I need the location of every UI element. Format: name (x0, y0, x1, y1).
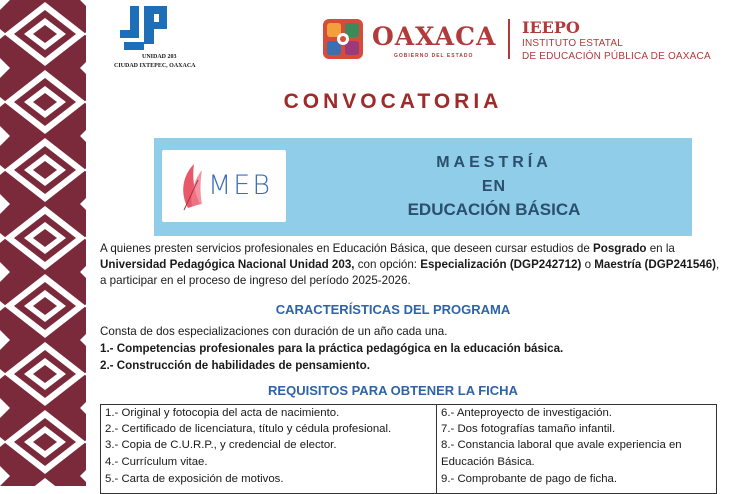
caracteristicas-description: Consta de dos especializaciones con duración de un año cada una. (100, 325, 448, 338)
requisito-item: 5.- Carta de exposición de motivos. (105, 473, 284, 485)
requisitos-heading: REQUISITOS PARA OBTENER LA FICHA (268, 383, 518, 398)
caracteristicas-item-1: 1.- Competencias profesionales para la práctica pedagógica en la educación básica. (100, 342, 564, 355)
program-banner (154, 138, 692, 236)
oaxaca-subtitle: GOBIERNO DEL ESTADO (394, 53, 474, 59)
requisito-item: 4.- Currículum vitae. (105, 456, 208, 468)
requisitos-table (100, 404, 717, 494)
upn-unit-text: UNIDAD 203 (142, 54, 177, 60)
oaxaca-title: OAXACA (372, 22, 497, 51)
upn-city-text: CIUDAD IXTEPEC, OAXACA (114, 63, 196, 69)
requisitos-left-column (101, 405, 437, 493)
requisito-item: 9.- Comprobante de pago de ficha. (441, 473, 618, 485)
banner-line-1: MAESTRÍA (436, 154, 552, 171)
intro-especializacion: Especialización (DGP242712) (420, 258, 582, 271)
banner-line-2: EN (481, 178, 507, 195)
intro-text-5: , a participar en el proceso de ingreso del período 2025-2026. (100, 258, 720, 287)
intro-maestria: Maestría (DGP241546) (594, 258, 717, 271)
requisito-item: Educación Básica. (441, 456, 535, 468)
intro-text-1: A quienes presten servicios profesionales en Educación Básica, que deseen cursar estudios de (100, 242, 594, 255)
intro-text-4: o (581, 258, 595, 271)
requisito-item: 2.- Certificado de licenciatura, título y cédula profesional. (105, 423, 392, 435)
banner-line-3: EDUCACIÓN BÁSICA (407, 200, 581, 219)
requisito-item: 1.- Original y fotocopia del acta de nacimiento. (105, 407, 340, 419)
requisitos-right-column (437, 405, 716, 493)
caracteristicas-heading: CARACTERÍSTICAS DEL PROGRAMA (275, 302, 511, 317)
caracteristicas-item-2: 2.- Construcción de habilidades de pensamiento. (100, 359, 370, 372)
ieepo-acronym: IEEPO (522, 18, 580, 37)
upn-logo (112, 4, 196, 74)
ieepo-line-2: DE EDUCACIÓN PÚBLICA DE OAXACA (522, 51, 711, 62)
page-title: CONVOCATORIA (283, 90, 503, 113)
intro-posgrado: Posgrado (593, 242, 647, 255)
upn-logo-icon (112, 4, 192, 56)
intro-university: Universidad Pedagógica Nacional Unidad 203, (100, 258, 355, 271)
requisito-item: 8.- Constancia laboral que avale experiencia en (441, 439, 682, 451)
requisito-item: 7.- Dos fotografías tamaño infantil. (441, 423, 616, 435)
meb-logo-text: MEB (208, 170, 273, 201)
requisito-item: 6.- Anteproyecto de investigación. (441, 407, 612, 419)
requisito-item: 3.- Copia de C.U.R.P., y credencial de elector. (105, 439, 337, 451)
logo-divider (508, 19, 510, 59)
intro-paragraph (100, 241, 720, 289)
oaxaca-ieepo-logos (322, 18, 741, 68)
intro-text-3: con opción: (354, 258, 421, 271)
decorative-border-pattern (0, 0, 90, 486)
oaxaca-glyph-icon (322, 18, 364, 60)
ieepo-line-1: INSTITUTO ESTATAL (522, 38, 624, 49)
meb-logo (162, 150, 286, 222)
intro-text-2: en la (646, 242, 675, 255)
